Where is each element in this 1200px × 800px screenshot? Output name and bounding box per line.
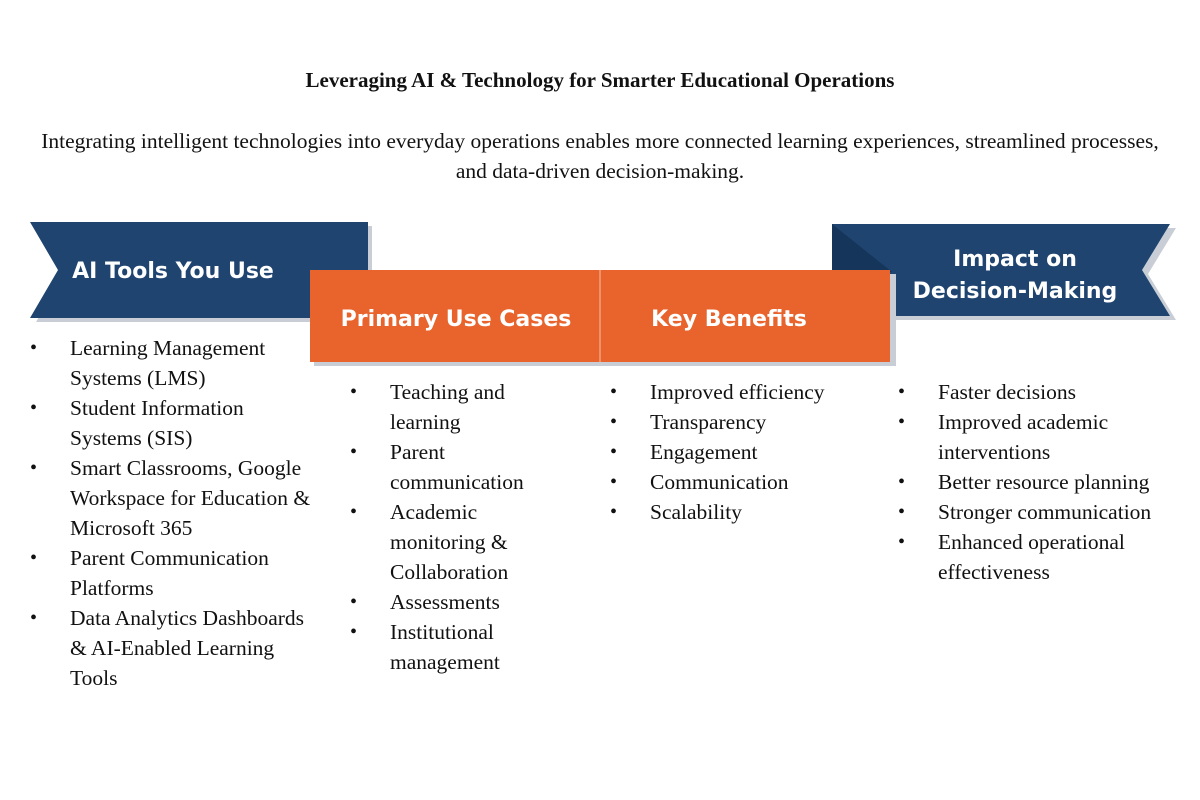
list-item: • Communication xyxy=(610,467,870,497)
list-item: • Better resource planning xyxy=(898,467,1178,497)
list-item: • Teaching and learning xyxy=(350,377,570,437)
tools-heading: AI Tools You Use xyxy=(72,258,274,284)
list-item: • Data Analytics Dashboards & AI-Enabled Learning Tools xyxy=(30,603,320,693)
list-item: • Enhanced operational effectiveness xyxy=(898,527,1178,587)
list-item: • Parent communication xyxy=(350,437,570,497)
impact-heading-line-2: Decision-Making xyxy=(912,279,1118,304)
list-item: • Academic monitoring & Collaboration xyxy=(350,497,570,587)
list-item: • Faster decisions xyxy=(898,377,1178,407)
list-item: • Scalability xyxy=(610,497,870,527)
list-item: • Parent Communication Platforms xyxy=(30,543,320,603)
cases-list xyxy=(350,377,570,677)
list-item: • Smart Classrooms, Google Workspace for Education & Microsoft 365 xyxy=(30,453,320,543)
list-item: • Stronger communication xyxy=(898,497,1178,527)
page-subtitle: Integrating intelligent technologies into everyday operations enables more connected learning experiences, streamlined processes, and data-driven decision-making. xyxy=(41,129,1159,183)
list-item: • Assessments xyxy=(350,587,570,617)
list-item: • Learning Management Systems (LMS) xyxy=(30,333,320,393)
impact-heading xyxy=(890,240,1140,312)
cases-heading: Primary Use Cases xyxy=(340,306,572,332)
benefits-heading: Key Benefits xyxy=(651,306,807,332)
impact-list xyxy=(898,377,1178,587)
benefits-list xyxy=(610,377,870,527)
page-title: Leveraging AI & Technology for Smarter Educational Operations xyxy=(305,68,895,92)
list-item: • Improved efficiency xyxy=(610,377,870,407)
tools-list xyxy=(30,333,320,693)
impact-heading-line-1: Impact on xyxy=(953,247,1077,272)
list-item: • Engagement xyxy=(610,437,870,467)
list-item: • Student Information Systems (SIS) xyxy=(30,393,320,453)
list-item: • Transparency xyxy=(610,407,870,437)
list-item: • Institutional management xyxy=(350,617,570,677)
list-item: • Improved academic interventions xyxy=(898,407,1178,467)
